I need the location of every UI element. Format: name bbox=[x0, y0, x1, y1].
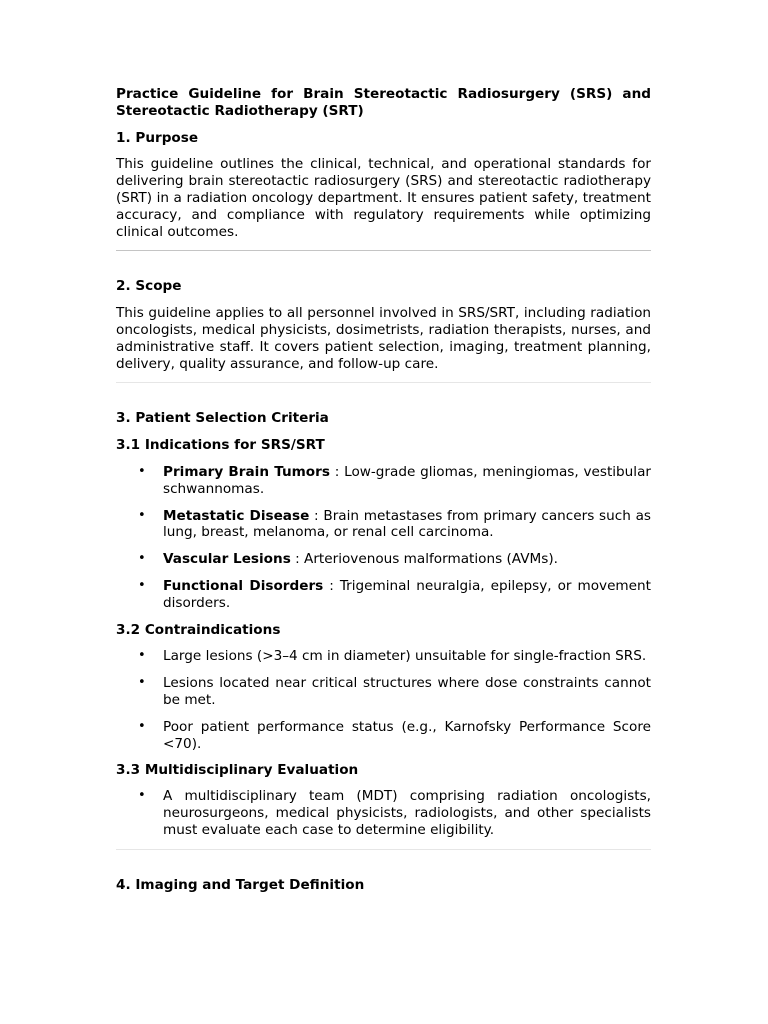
section-heading-scope: 2. Scope bbox=[116, 278, 182, 295]
list-item-term: Metastatic Disease bbox=[163, 507, 310, 524]
list-item-term: Primary Brain Tumors bbox=[163, 463, 330, 480]
bullet-icon: • bbox=[138, 551, 146, 567]
list-item bbox=[116, 551, 651, 568]
bullet-icon: • bbox=[138, 463, 146, 479]
document-page bbox=[116, 86, 651, 893]
list-item bbox=[116, 578, 651, 612]
section-body-purpose: This guideline outlines the clinical, technical, and operational standards for delivering brain stereotactic radiosurgery (SRS) and stereotactic radiotherapy (SRT) in a radiation oncology department. It ensures patient safety, treatment accuracy, and compliance with regulatory requirements while optimizing clinical outcomes. bbox=[116, 156, 651, 240]
list-item-separator: : bbox=[329, 463, 345, 480]
list-item bbox=[116, 508, 651, 542]
document-title: Practice Guideline for Brain Stereotactic Radiosurgery (SRS) and Stereotactic Radiotherapy (SRT) bbox=[116, 86, 651, 119]
indications-list bbox=[116, 464, 651, 612]
list-item bbox=[116, 719, 651, 753]
list-item-separator: : bbox=[290, 551, 305, 568]
section-heading-patient-selection: 3. Patient Selection Criteria bbox=[116, 410, 329, 427]
list-item-term: Functional Disorders bbox=[163, 577, 324, 594]
subsection-heading-mdt: 3.3 Multidisciplinary Evaluation bbox=[116, 762, 359, 779]
bullet-icon: • bbox=[138, 718, 146, 734]
list-item bbox=[116, 675, 651, 709]
list-item bbox=[116, 788, 651, 838]
list-item-text: A multidisciplinary team (MDT) comprising radiation oncologists, neurosurgeons, medical physicists, radiologists, and other specialists must evaluate each case to determine eligibility. bbox=[163, 788, 651, 838]
section-body-scope: This guideline applies to all personnel involved in SRS/SRT, including radiation oncologists, medical physicists, dosimetrists, radiation therapists, nurses, and administrative staff. It covers patient selection, imaging, treatment planning, delivery, quality assurance, and follow-up care. bbox=[116, 305, 651, 372]
list-item-description: Trigeminal neuralgia, epilepsy, or movement disorders. bbox=[163, 577, 651, 611]
list-item-description: Brain metastases from primary cancers such as lung, breast, melanoma, or renal cell carcinoma. bbox=[163, 507, 651, 541]
subsection-heading-contraindications: 3.2 Contraindications bbox=[116, 621, 281, 638]
bullet-icon: • bbox=[138, 507, 146, 523]
bullet-icon: • bbox=[138, 648, 146, 664]
list-item-text: Lesions located near critical structures where dose constraints cannot be met. bbox=[163, 675, 651, 708]
bullet-icon: • bbox=[138, 675, 146, 691]
list-item bbox=[116, 648, 651, 665]
list-item-text: Large lesions (>3–4 cm in diameter) unsuitable for single-fraction SRS. bbox=[163, 648, 647, 665]
list-item-separator: : bbox=[323, 577, 340, 594]
list-item-text: Poor patient performance status (e.g., Karnofsky Performance Score <70). bbox=[163, 718, 651, 752]
list-item-separator: : bbox=[309, 507, 324, 524]
section-heading-purpose: 1. Purpose bbox=[116, 129, 199, 146]
section-heading-imaging: 4. Imaging and Target Definition bbox=[116, 876, 365, 893]
contraindications-list bbox=[116, 648, 651, 752]
subsection-heading-indications: 3.1 Indications for SRS/SRT bbox=[116, 437, 325, 454]
list-item-description: Low-grade gliomas, meningiomas, vestibular schwannomas. bbox=[163, 463, 651, 497]
bullet-icon: • bbox=[138, 788, 146, 804]
list-item bbox=[116, 464, 651, 498]
bullet-icon: • bbox=[138, 577, 146, 593]
mdt-list bbox=[116, 788, 651, 838]
list-item-description: Arteriovenous malformations (AVMs). bbox=[304, 551, 558, 568]
list-item-term: Vascular Lesions bbox=[163, 551, 291, 568]
